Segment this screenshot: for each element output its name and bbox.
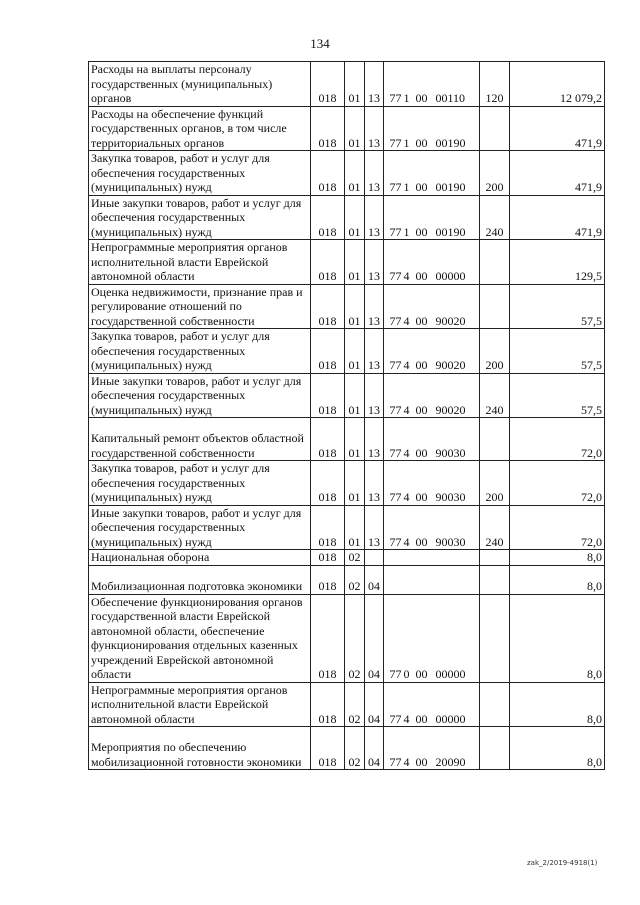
table-row: [89, 418, 605, 461]
amount-cell: 12 079,2: [510, 62, 605, 107]
table-row: [89, 505, 605, 550]
csr-part: 77: [389, 91, 402, 105]
amount-cell: 8,0: [510, 565, 605, 594]
csr-code-cell: [384, 461, 480, 506]
rz-code-cell: 01: [345, 240, 365, 285]
csr-part: 00190: [435, 224, 466, 239]
csr-part: 00190: [435, 135, 466, 150]
csr-code-cell: [384, 106, 480, 151]
amount-cell: 129,5: [510, 240, 605, 285]
csr-part: 4: [403, 313, 410, 328]
csr-part: 90020: [435, 402, 466, 417]
csr-part: 77: [389, 358, 402, 372]
table-row: [89, 106, 605, 151]
csr-code-cell: [384, 727, 480, 770]
csr-part: 00: [415, 269, 428, 283]
row-name-cell: Иные закупки товаров, работ и услуг для обеспечения государственных (муниципальных) нужд: [89, 505, 311, 550]
csr-part: 77: [389, 711, 402, 726]
rz-code-cell: 01: [345, 151, 365, 196]
csr-part: 00000: [435, 667, 466, 681]
row-name-cell: Непрограммные мероприятия органов исполнительной власти Еврейской автономной области: [89, 240, 311, 285]
csr-part: 00000: [435, 269, 466, 283]
csr-code-cell: [384, 240, 480, 285]
pr-code-cell: 04: [365, 594, 384, 682]
pr-code-cell: 13: [365, 240, 384, 285]
table-row: [89, 195, 605, 240]
csr-part: 00: [415, 402, 428, 417]
pr-code-cell: 13: [365, 373, 384, 418]
csr-part: 00000: [435, 711, 466, 726]
table-row: [89, 240, 605, 285]
csr-part: 90030: [435, 490, 466, 504]
csr-part: 4: [403, 490, 410, 504]
table-row: [89, 550, 605, 566]
rz-code-cell: 01: [345, 461, 365, 506]
table-row: [89, 727, 605, 770]
csr-code-cell: [384, 565, 480, 594]
csr-part: 00: [415, 490, 428, 504]
csr-code-cell: [384, 682, 480, 727]
pr-code-cell: 04: [365, 682, 384, 727]
csr-part: 4: [403, 269, 410, 283]
rz-code-cell: 01: [345, 418, 365, 461]
rz-code-cell: 01: [345, 373, 365, 418]
ved-code-cell: 018: [311, 373, 345, 418]
csr-part: 4: [403, 711, 410, 726]
page-number: 134: [310, 36, 330, 51]
csr-part: 1: [403, 91, 410, 105]
csr-part: 77: [389, 269, 402, 283]
vr-code-cell: [480, 594, 510, 682]
ved-code-cell: 018: [311, 106, 345, 151]
row-name-cell: Обеспечение функционирования органов государственной власти Еврейской автономной области, обеспечение функционирования отдельных казенных учреждений Еврейской автономной области: [89, 594, 311, 682]
csr-part: 77: [389, 313, 402, 328]
pr-code-cell: [365, 550, 384, 566]
csr-part: 4: [403, 358, 410, 372]
csr-part: 90030: [435, 534, 466, 549]
table-row: [89, 62, 605, 107]
vr-code-cell: [480, 550, 510, 566]
csr-part: 00: [415, 667, 428, 681]
rz-code-cell: 02: [345, 727, 365, 770]
csr-part: 4: [403, 534, 410, 549]
csr-code-cell: [384, 505, 480, 550]
ved-code-cell: 018: [311, 195, 345, 240]
csr-part: 90020: [435, 313, 466, 328]
vr-code-cell: [480, 418, 510, 461]
csr-code-cell: [384, 62, 480, 107]
rz-code-cell: 02: [345, 594, 365, 682]
rz-code-cell: 02: [345, 550, 365, 566]
budget-table: [88, 61, 605, 770]
table-row: [89, 329, 605, 374]
csr-part: 00: [415, 711, 428, 726]
row-name-cell: Иные закупки товаров, работ и услуг для обеспечения государственных (муниципальных) нужд: [89, 373, 311, 418]
table-row: [89, 682, 605, 727]
amount-cell: 8,0: [510, 682, 605, 727]
amount-cell: 57,5: [510, 373, 605, 418]
row-name-cell: Оценка недвижимости, признание прав и регулирование отношений по государственной собственности: [89, 284, 311, 329]
pr-code-cell: 13: [365, 505, 384, 550]
csr-part: 00: [415, 180, 428, 194]
csr-part: 20090: [435, 754, 466, 769]
vr-code-cell: 200: [480, 329, 510, 374]
table-row: [89, 461, 605, 506]
csr-part: 00: [415, 754, 428, 769]
pr-code-cell: 04: [365, 727, 384, 770]
rz-code-cell: 02: [345, 682, 365, 727]
table-row: [89, 284, 605, 329]
amount-cell: 471,9: [510, 151, 605, 196]
vr-code-cell: 240: [480, 195, 510, 240]
amount-cell: 471,9: [510, 195, 605, 240]
table-row: [89, 594, 605, 682]
csr-part: 00: [415, 224, 428, 239]
row-name-cell: Расходы на выплаты персоналу государственных (муниципальных) органов: [89, 62, 311, 107]
ved-code-cell: 018: [311, 151, 345, 196]
csr-part: 00: [415, 135, 428, 150]
vr-code-cell: [480, 284, 510, 329]
amount-cell: 8,0: [510, 550, 605, 566]
pr-code-cell: 13: [365, 151, 384, 196]
csr-part: 77: [389, 224, 402, 239]
vr-code-cell: 240: [480, 373, 510, 418]
table-row: [89, 373, 605, 418]
vr-code-cell: [480, 682, 510, 727]
csr-code-cell: [384, 550, 480, 566]
vr-code-cell: [480, 727, 510, 770]
pr-code-cell: 13: [365, 284, 384, 329]
row-name-cell: Иные закупки товаров, работ и услуг для обеспечения государственных (муниципальных) нужд: [89, 195, 311, 240]
amount-cell: 8,0: [510, 594, 605, 682]
csr-part: 00: [415, 534, 428, 549]
vr-code-cell: [480, 565, 510, 594]
csr-part: 4: [403, 445, 410, 460]
csr-part: 4: [403, 754, 410, 769]
csr-part: 77: [389, 402, 402, 417]
csr-part: 00190: [435, 180, 466, 194]
csr-part: 77: [389, 180, 402, 194]
row-name-cell: Расходы на обеспечение функций государственных органов, в том числе территориальных органов: [89, 106, 311, 151]
table-row: [89, 151, 605, 196]
csr-part: 00: [415, 313, 428, 328]
rz-code-cell: 01: [345, 106, 365, 151]
csr-code-cell: [384, 373, 480, 418]
csr-part: 77: [389, 490, 402, 504]
row-name-cell: Закупка товаров, работ и услуг для обеспечения государственных (муниципальных) нужд: [89, 329, 311, 374]
vr-code-cell: 240: [480, 505, 510, 550]
row-name-cell: Мероприятия по обеспечению мобилизационной готовности экономики: [89, 727, 311, 770]
csr-code-cell: [384, 195, 480, 240]
amount-cell: 72,0: [510, 418, 605, 461]
csr-code-cell: [384, 284, 480, 329]
row-name-cell: Капитальный ремонт объектов областной государственной собственности: [89, 418, 311, 461]
pr-code-cell: 13: [365, 329, 384, 374]
vr-code-cell: [480, 240, 510, 285]
amount-cell: 72,0: [510, 505, 605, 550]
table-row: [89, 565, 605, 594]
csr-part: 00110: [435, 91, 466, 105]
pr-code-cell: 13: [365, 195, 384, 240]
csr-code-cell: [384, 329, 480, 374]
csr-part: 00: [415, 445, 428, 460]
rz-code-cell: 02: [345, 565, 365, 594]
ved-code-cell: 018: [311, 682, 345, 727]
amount-cell: 57,5: [510, 284, 605, 329]
csr-code-cell: [384, 418, 480, 461]
csr-part: 90030: [435, 445, 466, 460]
csr-part: 77: [389, 754, 402, 769]
pr-code-cell: 13: [365, 106, 384, 151]
vr-code-cell: 200: [480, 151, 510, 196]
ved-code-cell: 018: [311, 62, 345, 107]
vr-code-cell: 200: [480, 461, 510, 506]
pr-code-cell: 13: [365, 461, 384, 506]
row-name-cell: Непрограммные мероприятия органов исполнительной власти Еврейской автономной области: [89, 682, 311, 727]
csr-part: 0: [403, 667, 410, 681]
footer-document-code: zak_2/2019-4918(1): [527, 859, 598, 867]
rz-code-cell: 01: [345, 505, 365, 550]
ved-code-cell: 018: [311, 329, 345, 374]
csr-part: 00: [415, 91, 428, 105]
csr-part: 77: [389, 667, 402, 681]
row-name-cell: Мобилизационная подготовка экономики: [89, 565, 311, 594]
ved-code-cell: 018: [311, 727, 345, 770]
vr-code-cell: [480, 106, 510, 151]
pr-code-cell: 04: [365, 565, 384, 594]
csr-part: 77: [389, 445, 402, 460]
ved-code-cell: 018: [311, 418, 345, 461]
ved-code-cell: 018: [311, 594, 345, 682]
amount-cell: 57,5: [510, 329, 605, 374]
csr-part: 1: [403, 180, 410, 194]
rz-code-cell: 01: [345, 329, 365, 374]
ved-code-cell: 018: [311, 284, 345, 329]
row-name-cell: Закупка товаров, работ и услуг для обеспечения государственных (муниципальных) нужд: [89, 461, 311, 506]
csr-code-cell: [384, 151, 480, 196]
ved-code-cell: 018: [311, 550, 345, 566]
amount-cell: 471,9: [510, 106, 605, 151]
csr-part: 00: [415, 358, 428, 372]
row-name-cell: Национальная оборона: [89, 550, 311, 566]
csr-part: 4: [403, 402, 410, 417]
ved-code-cell: 018: [311, 240, 345, 285]
rz-code-cell: 01: [345, 62, 365, 107]
rz-code-cell: 01: [345, 195, 365, 240]
csr-part: 1: [403, 224, 410, 239]
csr-part: 77: [389, 135, 402, 150]
csr-code-cell: [384, 594, 480, 682]
vr-code-cell: 120: [480, 62, 510, 107]
ved-code-cell: 018: [311, 505, 345, 550]
rz-code-cell: 01: [345, 284, 365, 329]
ved-code-cell: 018: [311, 565, 345, 594]
row-name-cell: Закупка товаров, работ и услуг для обеспечения государственных (муниципальных) нужд: [89, 151, 311, 196]
csr-part: 1: [403, 135, 410, 150]
amount-cell: 72,0: [510, 461, 605, 506]
csr-part: 77: [389, 534, 402, 549]
amount-cell: 8,0: [510, 727, 605, 770]
csr-part: 90020: [435, 358, 466, 372]
pr-code-cell: 13: [365, 418, 384, 461]
pr-code-cell: 13: [365, 62, 384, 107]
ved-code-cell: 018: [311, 461, 345, 506]
